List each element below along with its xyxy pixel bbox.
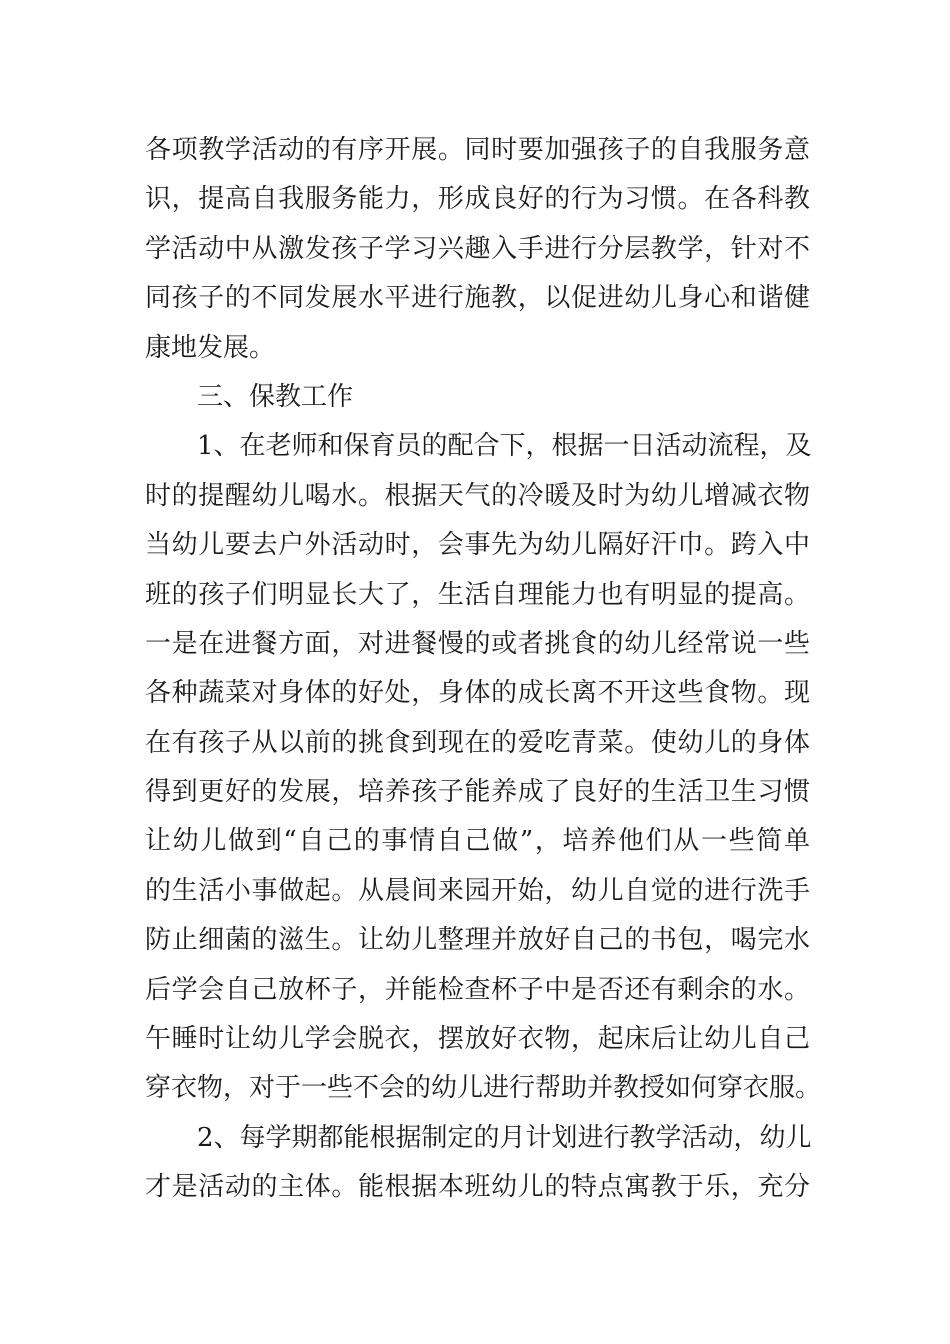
text-line: 得到更好的发展，培养孩子能养成了良好的生活卫生习惯 [145,777,810,808]
text-line: 午睡时让幼儿学会脱衣，摆放好衣物，起床后让幼儿自己 [145,1024,810,1055]
section-heading: 三、保教工作 [197,381,354,412]
text-line: 穿衣物，对于一些不会的幼儿进行帮助并教授如何穿衣服。 [145,1073,822,1104]
text-line: 各项教学活动的有序开展。同时要加强孩子的自我服务意 [145,135,810,165]
text-line: 各种蔬菜对身体的好处，身体的成长离不开这些食物。现 [145,678,810,709]
text-line: 同孩子的不同发展水平进行施教，以促进幼儿身心和谐健 [145,283,810,314]
text-line: 当幼儿要去户外活动时，会事先为幼儿隔好汗巾。跨入中 [145,530,810,561]
text-line: 2、每学期都能根据制定的月计划进行教学活动，幼儿 [197,1122,812,1153]
text-line: 防止细菌的滋生。让幼儿整理并放好自己的书包，喝完水 [145,925,810,956]
text-line: 班的孩子们明显长大了，生活自理能力也有明显的提高。 [145,579,810,610]
document-body [145,126,822,1213]
text-line: 1、在老师和保育员的配合下，根据一日活动流程，及 [197,431,812,462]
text-line: 时的提醒幼儿喝水。根据天气的冷暖及时为幼儿增减衣物 [145,480,810,511]
text-line: 学活动中从激发孩子学习兴趣入手进行分层教学，针对不 [145,233,810,264]
text-line: 识，提高自我服务能力，形成良好的行为习惯。在各科教 [145,184,810,215]
text-line: 康地发展。 [145,332,276,363]
text-line: 一是在进餐方面，对进餐慢的或者挑食的幼儿经常说一些 [145,628,810,659]
text-line: 的生活小事做起。从晨间来园开始，幼儿自觉的进行洗手 [145,875,810,906]
text-line: 后学会自己放杯子，并能检查杯子中是否还有剩余的水。 [145,974,810,1005]
text-line: 在有孩子从以前的挑食到现在的爱吃青菜。使幼儿的身体 [145,727,810,758]
text-line: 才是活动的主体。能根据本班幼儿的特点寓教于乐，充分 [145,1172,810,1203]
text-line: 让幼儿做到“自己的事情自己做”，培养他们从一些简单 [145,826,810,857]
